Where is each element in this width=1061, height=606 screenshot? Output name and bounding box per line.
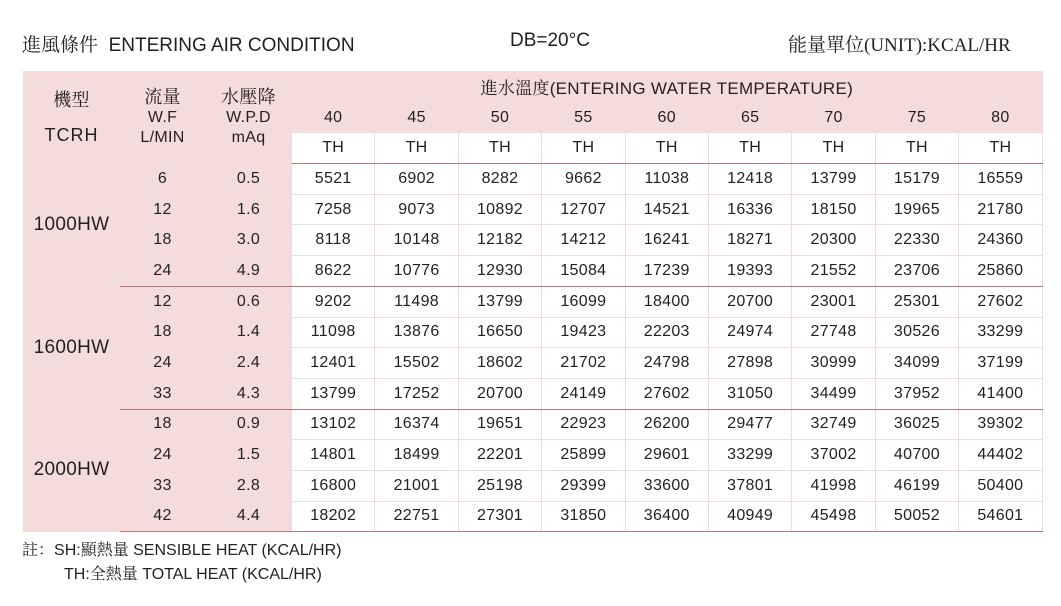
wpd-cell: 4.3 (206, 378, 292, 409)
capacity-cell: 16241 (625, 225, 708, 256)
capacity-cell: 18499 (375, 440, 458, 471)
wpd-cell: 4.4 (206, 501, 292, 532)
capacity-cell: 31850 (542, 501, 625, 532)
note-sensible-heat: SH:顯熱量 SENSIBLE HEAT (KCAL/HR) (54, 542, 342, 559)
capacity-cell: 31050 (708, 378, 791, 409)
capacity-cell: 16374 (375, 409, 458, 440)
capacity-cell: 36400 (625, 501, 708, 532)
wpd-cell: 1.5 (206, 440, 292, 471)
capacity-cell: 16800 (292, 470, 375, 501)
capacity-cell: 8118 (292, 225, 375, 256)
capacity-cell: 19393 (708, 256, 791, 287)
capacity-cell: 13799 (458, 286, 541, 317)
wpd-cell: 0.9 (206, 409, 292, 440)
capacity-cell: 29601 (625, 440, 708, 471)
table-row (24, 348, 1043, 379)
capacity-cell: 39302 (959, 409, 1042, 440)
capacity-cell: 30526 (875, 317, 958, 348)
capacity-cell: 18602 (458, 348, 541, 379)
capacity-cell: 13102 (292, 409, 375, 440)
th-label: TH (708, 133, 791, 164)
capacity-cell: 9073 (375, 194, 458, 225)
capacity-cell: 18202 (292, 501, 375, 532)
capacity-cell: 24798 (625, 348, 708, 379)
capacity-cell: 50400 (959, 470, 1042, 501)
table-row (24, 194, 1043, 225)
capacity-cell: 29399 (542, 470, 625, 501)
capacity-cell: 33299 (708, 440, 791, 471)
capacity-cell: 11498 (375, 286, 458, 317)
capacity-cell: 8282 (458, 164, 541, 195)
wpd-header-cn: 水壓降 (221, 86, 276, 108)
capacity-cell: 14212 (542, 225, 625, 256)
capacity-cell: 37952 (875, 378, 958, 409)
capacity-cell: 29477 (708, 409, 791, 440)
capacity-cell: 5521 (292, 164, 375, 195)
capacity-cell: 22330 (875, 225, 958, 256)
capacity-cell: 40949 (708, 501, 791, 532)
capacity-cell: 27898 (708, 348, 791, 379)
model-cell: 1600HW (24, 286, 120, 409)
capacity-cell: 12707 (542, 194, 625, 225)
temp-header-70: 70 (792, 102, 875, 133)
th-label: TH (959, 133, 1042, 164)
capacity-cell: 17252 (375, 378, 458, 409)
flow-cell: 24 (120, 348, 206, 379)
capacity-cell: 19423 (542, 317, 625, 348)
capacity-cell: 16336 (708, 194, 791, 225)
capacity-cell: 23706 (875, 256, 958, 287)
capacity-cell: 15179 (875, 164, 958, 195)
condition-cn-text: 進風條件 (22, 34, 99, 56)
header-row-1 (24, 72, 1043, 103)
capacity-cell: 8622 (292, 256, 375, 287)
table-row (24, 164, 1043, 195)
flow-cell: 24 (120, 256, 206, 287)
flow-header (120, 72, 206, 164)
flow-cell: 6 (120, 164, 206, 195)
model-cell: 2000HW (24, 409, 120, 532)
capacity-cell: 25899 (542, 440, 625, 471)
entering-water-temperature-header: 進水溫度(ENTERING WATER TEMPERATURE) (292, 72, 1043, 103)
capacity-cell: 20700 (708, 286, 791, 317)
capacity-cell: 20300 (792, 225, 875, 256)
temp-header-60: 60 (625, 102, 708, 133)
table-row (24, 409, 1043, 440)
capacity-cell: 24974 (708, 317, 791, 348)
flow-cell: 42 (120, 501, 206, 532)
wpd-cell: 4.9 (206, 256, 292, 287)
table-row (24, 317, 1043, 348)
table-row (24, 378, 1043, 409)
capacity-cell: 13876 (375, 317, 458, 348)
temp-header-45: 45 (375, 102, 458, 133)
capacity-cell: 30999 (792, 348, 875, 379)
capacity-cell: 33600 (625, 470, 708, 501)
capacity-cell: 16650 (458, 317, 541, 348)
th-label: TH (375, 133, 458, 164)
capacity-cell: 12418 (708, 164, 791, 195)
note-total-heat: TH:全熱量 TOTAL HEAT (KCAL/HR) (64, 566, 322, 583)
notes (22, 538, 342, 587)
capacity-cell: 6902 (375, 164, 458, 195)
model-cell: 1000HW (24, 164, 120, 287)
performance-table (23, 71, 1043, 532)
capacity-cell: 24149 (542, 378, 625, 409)
capacity-cell: 21702 (542, 348, 625, 379)
capacity-cell: 37801 (708, 470, 791, 501)
capacity-cell: 11098 (292, 317, 375, 348)
capacity-cell: 27748 (792, 317, 875, 348)
capacity-cell: 9662 (542, 164, 625, 195)
wpd-cell: 0.5 (206, 164, 292, 195)
capacity-cell: 34099 (875, 348, 958, 379)
th-label: TH (625, 133, 708, 164)
capacity-cell: 25301 (875, 286, 958, 317)
wpd-cell: 0.6 (206, 286, 292, 317)
entering-air-condition-label (22, 30, 355, 57)
wpd-cell: 3.0 (206, 225, 292, 256)
dry-bulb-label: DB=20°C (510, 30, 590, 51)
capacity-cell: 25860 (959, 256, 1042, 287)
capacity-cell: 16099 (542, 286, 625, 317)
capacity-cell: 34499 (792, 378, 875, 409)
flow-header-en1: W.F (147, 108, 178, 126)
capacity-cell: 14801 (292, 440, 375, 471)
unit-label: 能量單位(UNIT):KCAL/HR (788, 35, 1011, 56)
capacity-cell: 27301 (458, 501, 541, 532)
capacity-cell: 41998 (792, 470, 875, 501)
th-label: TH (542, 133, 625, 164)
capacity-cell: 33299 (959, 317, 1042, 348)
table-body (24, 164, 1043, 532)
capacity-cell: 10776 (375, 256, 458, 287)
flow-cell: 12 (120, 286, 206, 317)
capacity-cell: 18271 (708, 225, 791, 256)
wpd-cell: 2.8 (206, 470, 292, 501)
temp-header-80: 80 (959, 102, 1042, 133)
capacity-cell: 11038 (625, 164, 708, 195)
flow-cell: 18 (120, 409, 206, 440)
capacity-cell: 9202 (292, 286, 375, 317)
temp-header-50: 50 (458, 102, 541, 133)
capacity-cell: 15084 (542, 256, 625, 287)
capacity-cell: 18150 (792, 194, 875, 225)
th-label: TH (292, 133, 375, 164)
flow-cell: 33 (120, 470, 206, 501)
capacity-cell: 10892 (458, 194, 541, 225)
flow-cell: 18 (120, 225, 206, 256)
capacity-cell: 27602 (625, 378, 708, 409)
capacity-cell: 22923 (542, 409, 625, 440)
capacity-cell: 27602 (959, 286, 1042, 317)
table-row (24, 225, 1043, 256)
model-header-cn: 機型 (53, 89, 90, 111)
notes-prefix: 註： (22, 540, 55, 559)
capacity-cell: 13799 (292, 378, 375, 409)
wpd-cell: 1.6 (206, 194, 292, 225)
wpd-cell: 1.4 (206, 317, 292, 348)
th-label: TH (458, 133, 541, 164)
flow-cell: 12 (120, 194, 206, 225)
capacity-cell: 22751 (375, 501, 458, 532)
table-row (24, 286, 1043, 317)
capacity-cell: 15502 (375, 348, 458, 379)
capacity-cell: 45498 (792, 501, 875, 532)
capacity-cell: 26200 (625, 409, 708, 440)
flow-header-cn: 流量 (144, 86, 181, 108)
capacity-cell: 22203 (625, 317, 708, 348)
wpd-header (206, 72, 292, 164)
model-header (24, 72, 120, 164)
table-row (24, 440, 1043, 471)
capacity-cell: 21780 (959, 194, 1042, 225)
capacity-cell: 12930 (458, 256, 541, 287)
capacity-cell: 17239 (625, 256, 708, 287)
temp-header-65: 65 (708, 102, 791, 133)
capacity-cell: 13799 (792, 164, 875, 195)
flow-cell: 18 (120, 317, 206, 348)
wpd-header-en2: mAq (231, 128, 266, 146)
temp-header-40: 40 (292, 102, 375, 133)
flow-cell: 33 (120, 378, 206, 409)
capacity-cell: 32749 (792, 409, 875, 440)
capacity-cell: 7258 (292, 194, 375, 225)
capacity-cell: 21552 (792, 256, 875, 287)
table-row (24, 256, 1043, 287)
capacity-cell: 19965 (875, 194, 958, 225)
capacity-cell: 54601 (959, 501, 1042, 532)
wpd-cell: 2.4 (206, 348, 292, 379)
condition-en-text: ENTERING AIR CONDITION (108, 35, 355, 56)
flow-header-en2: L/MIN (140, 128, 185, 146)
capacity-cell: 37002 (792, 440, 875, 471)
capacity-cell: 25198 (458, 470, 541, 501)
capacity-cell: 12182 (458, 225, 541, 256)
temp-header-55: 55 (542, 102, 625, 133)
capacity-cell: 46199 (875, 470, 958, 501)
capacity-cell: 44402 (959, 440, 1042, 471)
capacity-cell: 10148 (375, 225, 458, 256)
th-label: TH (875, 133, 958, 164)
capacity-cell: 36025 (875, 409, 958, 440)
th-label: TH (792, 133, 875, 164)
capacity-cell: 18400 (625, 286, 708, 317)
table-row (24, 501, 1043, 532)
capacity-cell: 40700 (875, 440, 958, 471)
capacity-cell: 23001 (792, 286, 875, 317)
capacity-cell: 24360 (959, 225, 1042, 256)
flow-cell: 24 (120, 440, 206, 471)
capacity-cell: 50052 (875, 501, 958, 532)
model-header-en: TCRH (44, 124, 99, 145)
wpd-header-en1: W.P.D (226, 108, 271, 126)
capacity-cell: 14521 (625, 194, 708, 225)
capacity-cell: 22201 (458, 440, 541, 471)
capacity-cell: 37199 (959, 348, 1042, 379)
table-row (24, 470, 1043, 501)
capacity-cell: 16559 (959, 164, 1042, 195)
capacity-cell: 19651 (458, 409, 541, 440)
capacity-cell: 21001 (375, 470, 458, 501)
capacity-cell: 12401 (292, 348, 375, 379)
temp-header-75: 75 (875, 102, 958, 133)
capacity-cell: 41400 (959, 378, 1042, 409)
capacity-cell: 20700 (458, 378, 541, 409)
